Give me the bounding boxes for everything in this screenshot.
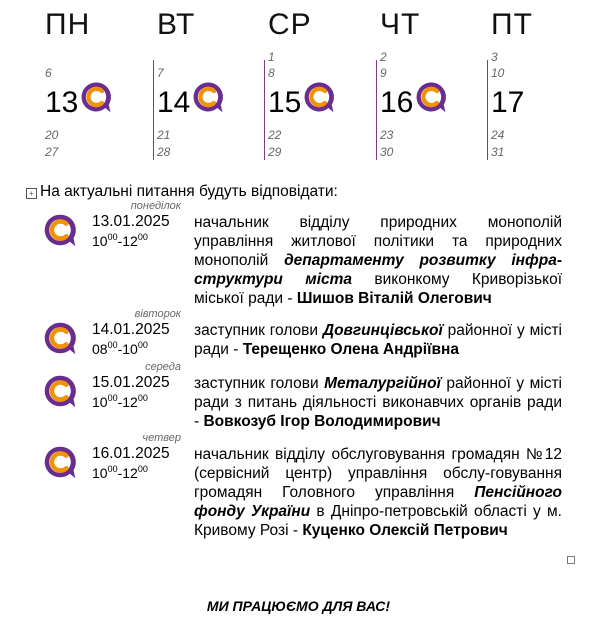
table-end-marker-icon [567,556,575,564]
calendar-day-1 [45,0,150,165]
logo-wrap [302,80,336,114]
calendar-date-small: 6 [45,66,52,80]
entry-date: 16.01.2025 [92,445,170,462]
entry-description: заступник голови Довгинцівської районної у місті ради - Терещенко Олена Андріївна [194,322,562,358]
day-name: СР [268,8,312,41]
day-name: ВТ [157,8,196,41]
entry-date: 13.01.2025 [92,213,170,230]
calendar-divider [153,60,154,160]
calendar-date-small: 28 [157,145,171,159]
entry-description: начальник відділу природних монополій управління житлової політики та природних монополій департаменту розвитку інфра-структури міста виконкому Криворізької міської ради - Шишов Віталій Олегович [194,214,562,307]
calendar-date-small: 8 [268,66,275,80]
calendar-date-small: 23 [380,128,394,142]
logo-wrap [42,444,78,480]
calendar-date-small: 20 [45,128,59,142]
calendar-date-highlight: 17 [491,86,525,119]
calendar-date-small: 30 [380,145,394,159]
logo-icon [42,444,78,480]
weekday-label: понеділок [130,200,181,212]
calendar-date-small: 29 [268,145,282,159]
calendar-date-small: 9 [380,66,387,80]
calendar-date-small: 3 [491,50,498,64]
logo-icon [79,80,113,114]
calendar-date-highlight: 16 [380,86,414,119]
logo-wrap [42,212,78,248]
calendar-date-small: 10 [491,66,505,80]
calendar-day-3 [268,0,373,165]
footer-slogan: МИ ПРАЦЮЄМО ДЛЯ ВАС! [206,598,391,614]
entry-time: $10^{00}-12^{00}$ [92,393,148,410]
logo-icon [42,212,78,248]
logo-wrap [191,80,225,114]
weekday-label: вівторок [134,308,181,320]
calendar-date-small: 1 [268,50,275,64]
logo-icon [302,80,336,114]
entry-time: $10^{00}-12^{00}$ [92,232,148,249]
calendar-divider [264,60,265,160]
calendar-day-2 [157,0,262,165]
logo-wrap [42,320,78,356]
calendar-divider [376,60,377,160]
logo-wrap [414,80,448,114]
table-move-handle-icon[interactable]: + [26,188,37,199]
entry-description: начальник відділу обслуговування громадян №12 (сервісний центр) управління обслу-говування громадян Головного управління Пенсійного фонду України в Дніпро-петровській області у м. Кривому Розі - Куценко Олексій Петрович [194,446,562,539]
logo-icon [42,320,78,356]
week-calendar [0,0,597,170]
calendar-date-highlight: 15 [268,86,302,119]
entry-description: заступник голови Металургійної районної у місті ради з питань діяльності виконавчих органів ради - Вовкозуб Ігор Володимирович [194,375,562,430]
calendar-date-small: 27 [45,145,59,159]
calendar-day-4 [380,0,485,165]
logo-icon [42,373,78,409]
logo-wrap [42,373,78,409]
entry-time: $10^{00}-12^{00}$ [92,464,148,481]
entry-date: 15.01.2025 [92,374,170,391]
calendar-date-small: 22 [268,128,282,142]
intro-text: На актуальні питання будуть відповідати: [40,183,338,200]
calendar-divider [487,60,488,160]
logo-wrap [79,80,113,114]
calendar-date-highlight: 13 [45,86,79,119]
calendar-day-5 [491,0,596,165]
day-name: ЧТ [380,8,421,41]
calendar-date-highlight: 14 [157,86,191,119]
entry-time: $08^{00}-10^{00}$ [92,340,148,357]
weekday-label: четвер [142,432,181,444]
day-name: ПТ [491,8,533,41]
logo-icon [191,80,225,114]
intro-line [26,183,338,201]
entry-date: 14.01.2025 [92,321,170,338]
weekday-label: середа [145,361,181,373]
calendar-date-small: 2 [380,50,387,64]
day-name: ПН [45,8,91,41]
calendar-date-small: 31 [491,145,505,159]
calendar-date-small: 24 [491,128,505,142]
logo-icon [414,80,448,114]
calendar-date-small: 21 [157,128,171,142]
calendar-date-small: 7 [157,66,164,80]
